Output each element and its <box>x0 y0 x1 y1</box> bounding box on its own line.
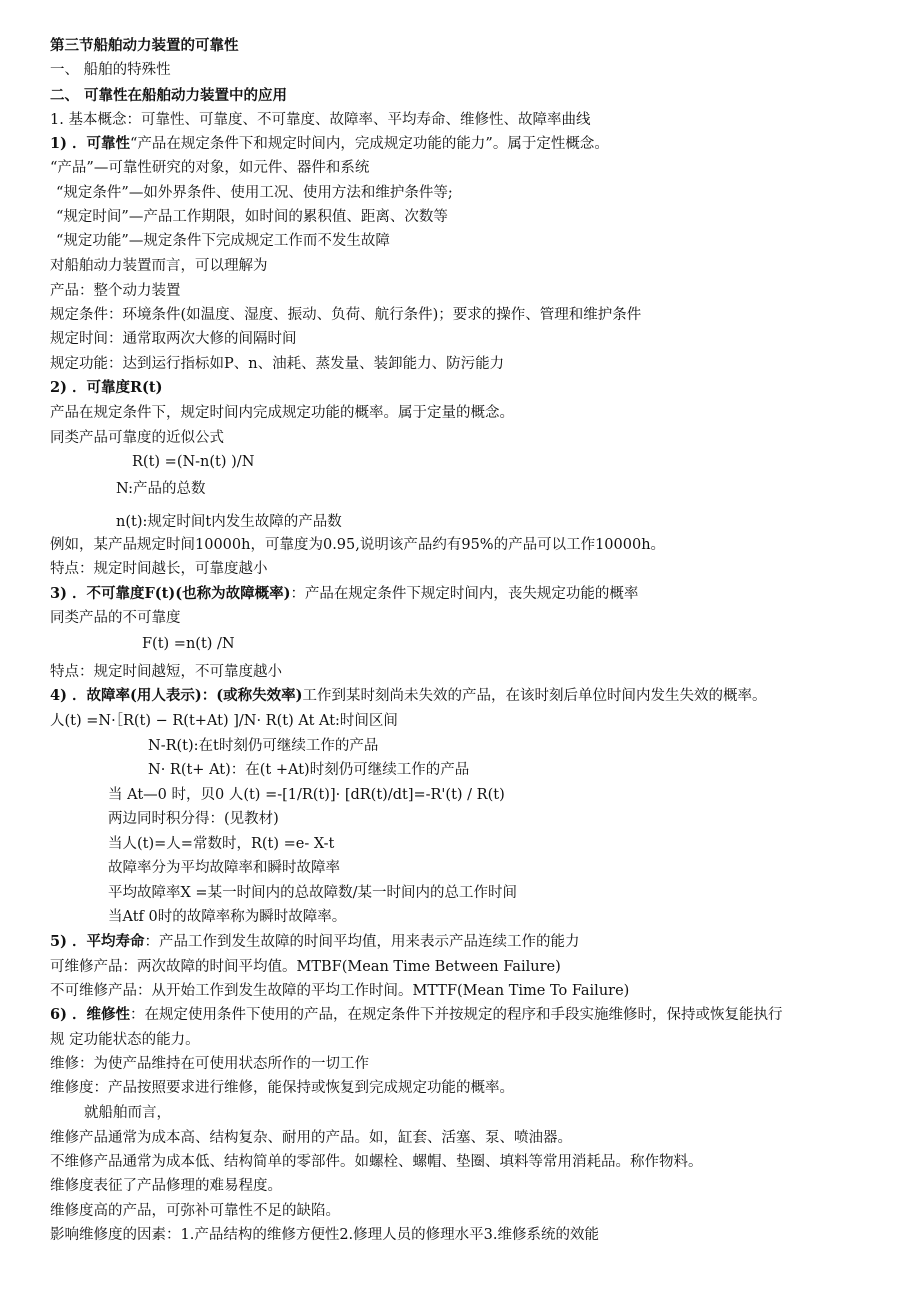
body-text: 两边同时积分得：(见教材) <box>108 811 279 827</box>
bold-heading: 1) ．可靠性 <box>50 135 130 152</box>
text-line <box>50 662 282 682</box>
body-text: 例如，某产品规定时间10000h，可靠度为0.95,说明该产品约有95%的产品可以工作10000h。 <box>50 537 666 553</box>
body-text: 规定功能：达到运行指标如P、n、油耗、蒸发量、装卸能力、防污能力 <box>50 356 505 372</box>
text-line <box>50 281 181 301</box>
text-line <box>50 256 268 276</box>
text-line <box>108 785 505 805</box>
body-text: 影响维修度的因素：1.产品结构的维修方便性2.修理人员的修理水平3.维修系统的效能 <box>50 1227 600 1243</box>
body-text: “产品在规定条件下和规定时间内，完成规定功能的能力”。属于定性概念。 <box>130 136 609 152</box>
body-text: 维修产品通常为成本高、结构复杂、耐用的产品。如，缸套、活塞、泵、喷油器。 <box>50 1130 572 1146</box>
text-line <box>50 110 590 130</box>
body-text: 维修度表征了产品修理的难易程度。 <box>50 1178 282 1194</box>
text-line <box>50 305 641 325</box>
text-line <box>50 86 287 106</box>
text-line <box>50 1225 599 1245</box>
text-line <box>50 36 239 56</box>
body-text: “规定时间”—产品工作期限，如时间的累积值、距离、次数等 <box>56 209 448 225</box>
text-line <box>50 329 297 349</box>
text-line <box>50 686 766 706</box>
body-text: ：产品在规定条件下规定时间内，丧失规定功能的概率 <box>290 586 639 602</box>
text-line <box>50 60 171 80</box>
body-text: 产品：整个动力装置 <box>50 283 181 299</box>
text-line <box>108 858 340 878</box>
text-line <box>50 1078 514 1098</box>
body-text: 特点：规定时间越长，可靠度越小 <box>50 561 268 577</box>
text-line <box>50 932 580 952</box>
text-line <box>50 1128 572 1148</box>
text-line <box>56 231 390 251</box>
bold-heading: 6) ．维修性 <box>50 1006 130 1023</box>
body-text: ：产品工作到发生故障的时间平均值，用来表示产品连续工作的能力 <box>144 934 580 950</box>
body-text: R(t) =(N-n(t) )/N <box>132 454 255 470</box>
body-text: N-R(t):在t时刻仍可继续工作的产品 <box>148 738 379 754</box>
body-text: 同类产品的不可靠度 <box>50 610 181 626</box>
bold-heading: 3) ．不可靠度F(t)(也称为故障概率) <box>50 585 291 602</box>
body-text: 可维修产品：两次故障的时间平均值。MTBF(Mean Time Between Failure) <box>50 959 561 975</box>
body-text: 同类产品可靠度的近似公式 <box>50 430 224 446</box>
body-text: F(t) =n(t) /N <box>142 636 235 652</box>
body-text: 当 At—0 时，贝0 人(t) =-[1/R(t)]· [dR(t)/dt]=-R'(t) / R(t) <box>108 787 505 803</box>
body-text: 平均故障率X =某一时间内的总故障数/某一时间内的总工作时间 <box>108 885 517 901</box>
text-line <box>108 907 346 927</box>
body-text: 人(t) =N·［R(t) − R(t+At) ]/N· R(t) At At:时间区间 <box>50 713 398 729</box>
bold-heading: 4) ．故障率(用人表示)：(或称失效率) <box>50 687 303 704</box>
text-line <box>116 479 206 499</box>
body-text: “产品”—可靠性研究的对象，如元件、器件和系统 <box>50 160 370 176</box>
text-line <box>84 1103 171 1123</box>
text-line <box>116 512 342 532</box>
body-text: 当Atf 0时的故障率称为瞬时故障率。 <box>108 909 347 925</box>
body-text: 维修：为使产品维持在可使用状态所作的一切工作 <box>50 1056 369 1072</box>
body-text: 对船舶动力装置而言，可以理解为 <box>50 258 268 274</box>
text-line <box>108 834 334 854</box>
body-text: 维修度：产品按照要求进行维修，能保持或恢复到完成规定功能的概率。 <box>50 1080 514 1096</box>
text-line <box>50 354 504 374</box>
body-text: N:产品的总数 <box>116 481 206 497</box>
body-text: 1. 基本概念：可靠性、可靠度、不可靠度、故障率、平均寿命、维修性、故障率曲线 <box>50 112 591 128</box>
text-line <box>50 1030 200 1050</box>
text-line <box>50 981 629 1001</box>
bold-heading: 5) ．平均寿命 <box>50 933 145 950</box>
bold-heading: 二、 可靠性在船舶动力装置中的应用 <box>50 87 288 104</box>
body-text: 产品在规定条件下，规定时间内完成规定功能的概率。属于定量的概念。 <box>50 405 514 421</box>
text-line <box>50 378 162 398</box>
body-text: N· R(t+ At)：在(t +At)时刻仍可继续工作的产品 <box>148 762 470 778</box>
body-text: 规 定功能状态的能力。 <box>50 1032 200 1048</box>
text-line <box>50 1176 282 1196</box>
text-line <box>148 736 378 756</box>
text-line <box>50 1201 340 1221</box>
body-text: 故障率分为平均故障率和瞬时故障率 <box>108 860 340 876</box>
body-text: 不维修产品通常为成本低、结构简单的零部件。如螺栓、螺帽、垫圈、填料等常用消耗品。称作物料。 <box>50 1154 703 1170</box>
text-line <box>108 883 517 903</box>
text-line <box>142 634 235 654</box>
body-text: 就船舶而言， <box>84 1105 171 1121</box>
text-line <box>50 1054 369 1074</box>
body-text: “规定功能”—规定条件下完成规定工作而不发生故障 <box>56 233 390 249</box>
text-line <box>50 559 268 579</box>
bold-heading: 第三节船舶动力装置的可靠性 <box>50 37 239 54</box>
text-line <box>148 760 469 780</box>
text-line <box>50 608 181 628</box>
text-line <box>108 809 279 829</box>
text-line <box>50 584 638 604</box>
text-line <box>50 403 514 423</box>
text-line <box>132 452 254 472</box>
text-line <box>50 1005 783 1025</box>
body-text: 当人(t)=人=常数时，R(t) =e- X-t <box>108 836 335 852</box>
text-line <box>50 1152 703 1172</box>
body-text: 一、 船舶的特殊性 <box>50 62 171 78</box>
text-line <box>56 207 448 227</box>
text-line <box>50 134 609 154</box>
body-text: 不可维修产品：从开始工作到发生故障的平均工作时间。MTTF(Mean Time To Failure) <box>50 983 630 999</box>
text-line <box>50 158 369 178</box>
body-text: 工作到某时刻尚未失效的产品，在该时刻后单位时间内发生失效的概率。 <box>302 688 767 704</box>
bold-heading: 2) ．可靠度R(t) <box>50 379 163 396</box>
body-text: 规定条件：环境条件(如温度、湿度、振动、负荷、航行条件)；要求的操作、管理和维护条件 <box>50 307 642 323</box>
body-text: n(t):规定时间t内发生故障的产品数 <box>116 514 342 530</box>
text-line <box>50 428 224 448</box>
text-line <box>50 535 665 555</box>
body-text: 维修度高的产品，可弥补可靠性不足的缺陷。 <box>50 1203 340 1219</box>
text-line <box>50 711 398 731</box>
body-text: “规定条件”—如外界条件、使用工况、使用方法和维护条件等; <box>56 185 453 201</box>
body-text: 特点：规定时间越短，不可靠度越小 <box>50 664 282 680</box>
body-text: ：在规定使用条件下使用的产品，在规定条件下并按规定的程序和手段实施维修时，保持或恢复能执行 <box>130 1007 783 1023</box>
body-text: 规定时间：通常取两次大修的间隔时间 <box>50 331 297 347</box>
text-line <box>50 957 561 977</box>
text-line <box>56 183 453 203</box>
